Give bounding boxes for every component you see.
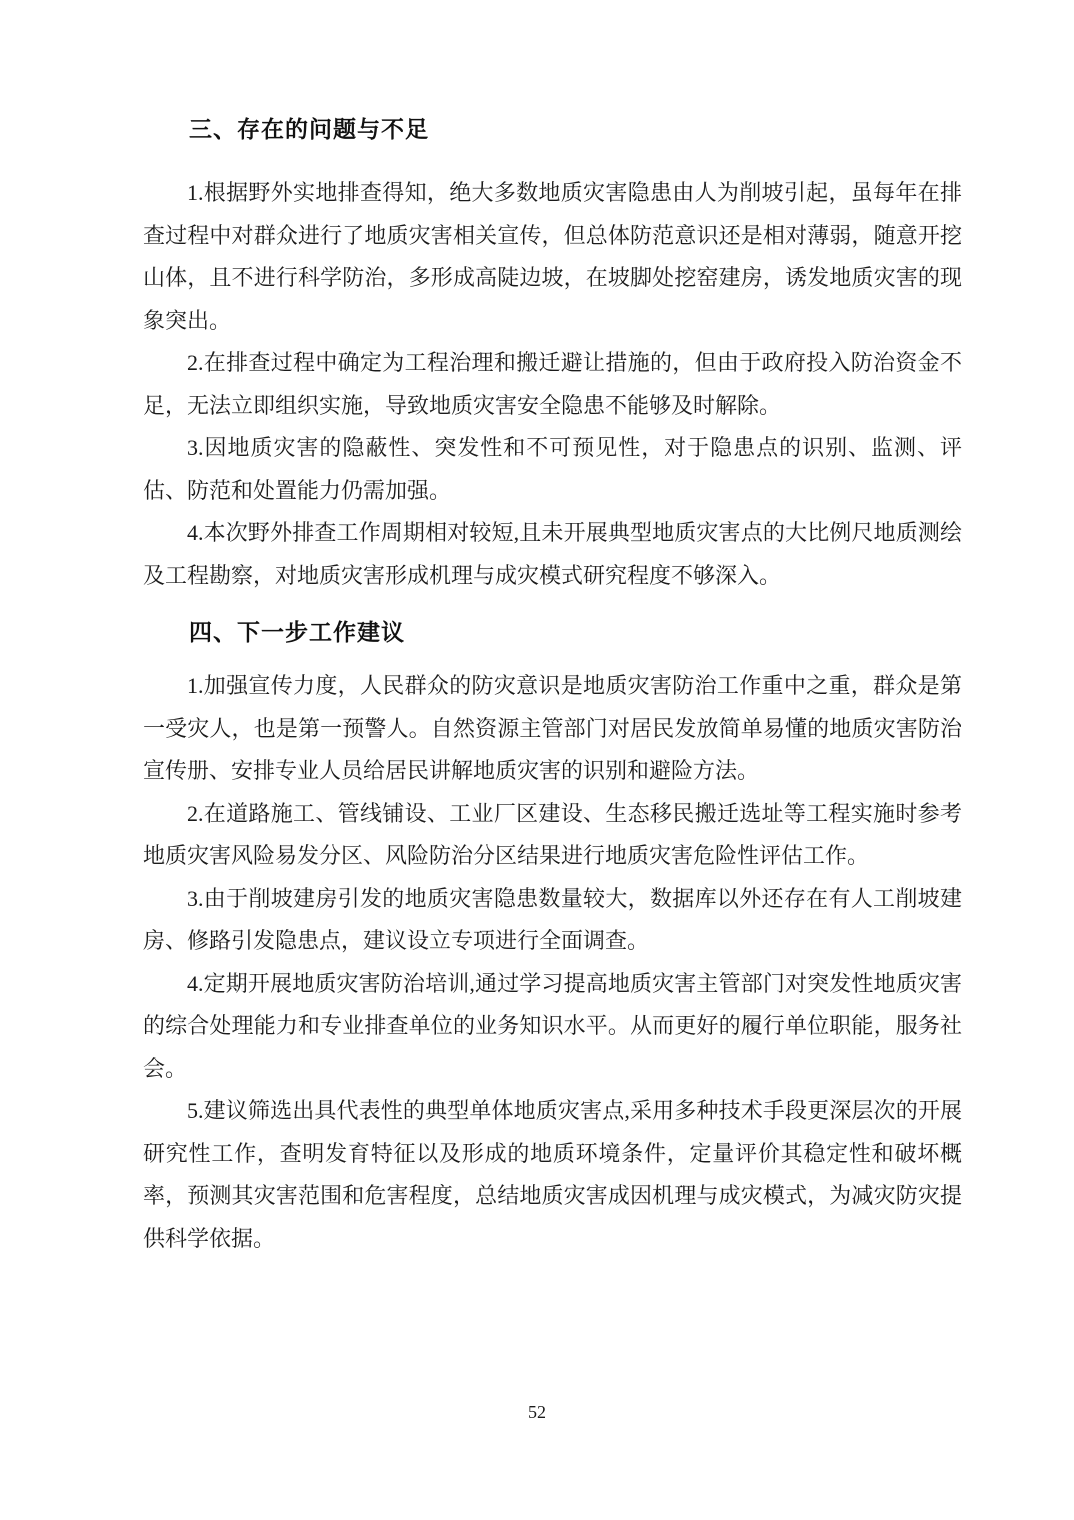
paragraph: 2.在排查过程中确定为工程治理和搬迁避让措施的，但由于政府投入防治资金不足，无法立即组织实施，导致地质灾害安全隐患不能够及时解除。 <box>143 350 962 418</box>
page-number: 52 <box>528 1402 546 1422</box>
paragraph: 4.本次野外排查工作周期相对较短,且未开展典型地质灾害点的大比例尺地质测绘及工程勘察，对地质灾害形成机理与成灾模式研究程度不够深入。 <box>143 520 962 588</box>
paragraph: 2.在道路施工、管线铺设、工业厂区建设、生态移民搬迁选址等工程实施时参考地质灾害风险易发分区、风险防治分区结果进行地质灾害危险性评估工作。 <box>143 800 962 868</box>
paragraph: 3.因地质灾害的隐蔽性、突发性和不可预见性，对于隐患点的识别、监测、评估、防范和处置能力仍需加强。 <box>143 435 962 503</box>
paragraph: 1.根据野外实地排查得知，绝大多数地质灾害隐患由人为削坡引起，虽每年在排查过程中对群众进行了地质灾害相关宣传，但总体防范意识还是相对薄弱，随意开挖山体，且不进行科学防治，多形成高陡边坡，在坡脚处挖窑建房，诱发地质灾害的现象突出。 <box>143 180 962 333</box>
document-content <box>143 0 962 1260</box>
section-heading-problems: 三、存在的问题与不足 <box>189 116 429 142</box>
paragraph: 1.加强宣传力度，人民群众的防灾意识是地质灾害防治工作重中之重，群众是第一受灾人，也是第一预警人。自然资源主管部门对居民发放简单易懂的地质灾害防治宣传册、安排专业人员给居民讲解地质灾害的识别和避险方法。 <box>143 673 962 783</box>
paragraph: 5.建议筛选出具代表性的典型单体地质灾害点,采用多种技术手段更深层次的开展研究性工作，查明发育特征以及形成的地质环境条件，定量评价其稳定性和破坏概率，预测其灾害范围和危害程度，总结地质灾害成因机理与成灾模式，为减灾防灾提供科学依据。 <box>143 1098 962 1251</box>
section-heading-suggestions: 四、下一步工作建议 <box>189 619 405 645</box>
paragraph: 3.由于削坡建房引发的地质灾害隐患数量较大，数据库以外还存在有人工削坡建房、修路引发隐患点，建议设立专项进行全面调查。 <box>143 885 962 953</box>
paragraph: 4.定期开展地质灾害防治培训,通过学习提高地质灾害主管部门对突发性地质灾害的综合处理能力和专业排查单位的业务知识水平。从而更好的履行单位职能，服务社会。 <box>143 970 962 1081</box>
